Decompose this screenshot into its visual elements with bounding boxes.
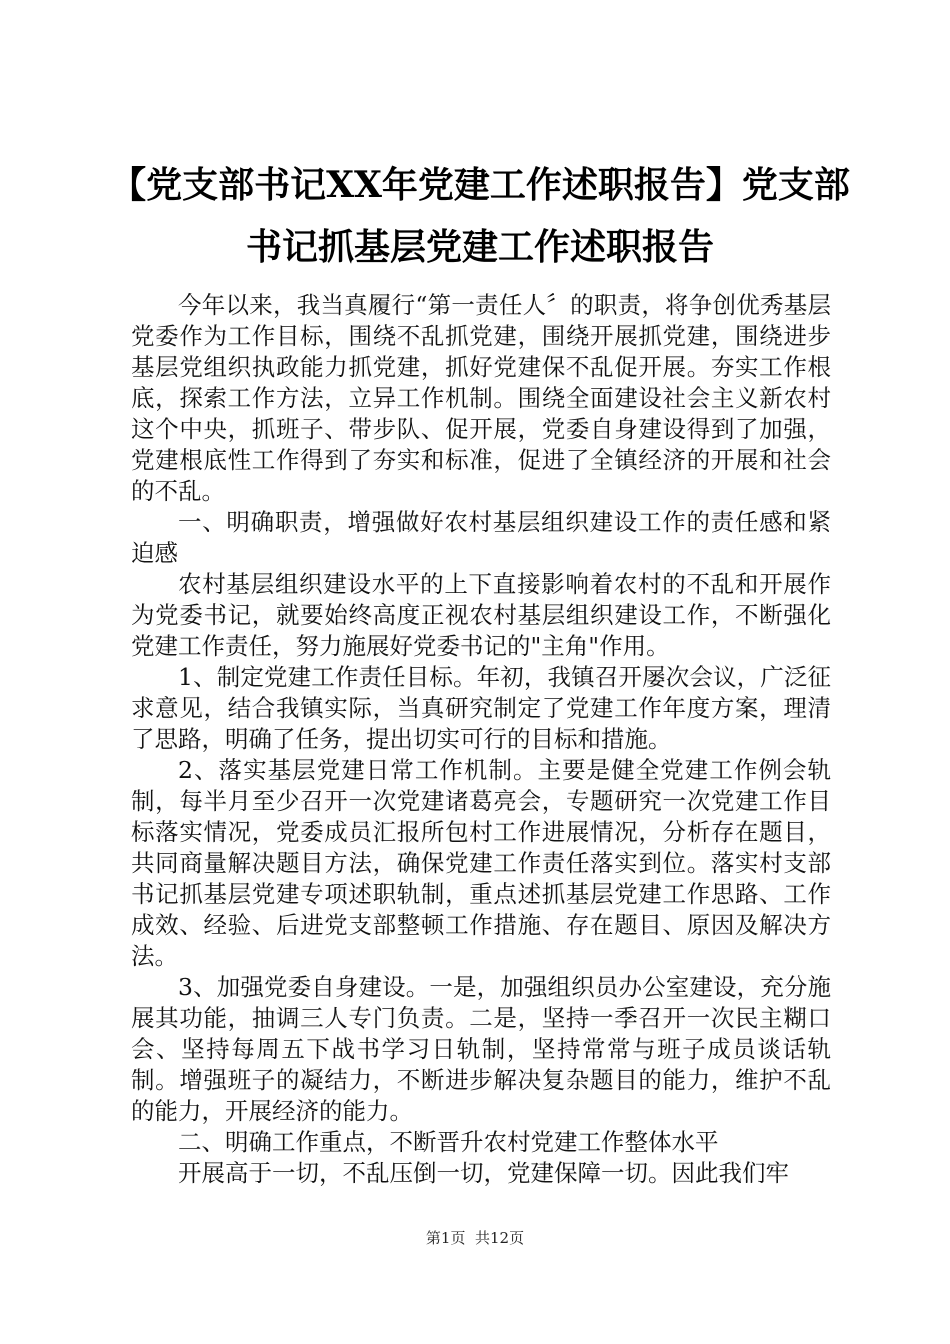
paragraph-item-1: 1、制定党建工作责任目标。年初，我镇召开屡次会议，广泛征求意见，结合我镇实际，当真研究制定了党建工作年度方案，理清了思路，明确了任务，提出切实可行的目标和措施。 [131, 663, 831, 753]
page-number: 第1页 [425, 1229, 466, 1247]
document-body [131, 290, 831, 1189]
page-total: 共12页 [475, 1229, 525, 1247]
paragraph-intro: 今年以来，我当真履行“第一责任人〞的职责，将争创优秀基层党委作为工作目标，围绕不乱抓党建，围绕开展抓党建，围绕进步基层党组织执政能力抓党建，抓好党建保不乱促开展。夯实工作根底，探索工作方法，立异工作机制。围绕全面建设社会主义新农村这个中央，抓班子、带步队、促开展，党委自身建设得到了加强，党建根底性工作得到了夯实和标准，促进了全镇经济的开展和社会的不乱。 [131, 291, 831, 505]
paragraph-item-3: 3、加强党委自身建设。一是，加强组织员办公室建设，充分施展其功能，抽调三人专门负责。二是，坚持一季召开一次民主糊口会、坚持每周五下战书学习日轨制，坚持常常与班子成员谈话轨制。增强班子的凝结力，不断进步解决复杂题目的能力，维护不乱的能力，开展经济的能力。 [131, 973, 831, 1125]
heading-section-2: 二、明确工作重点，不断晋升农村党建工作整体水平 [178, 1128, 719, 1156]
document-title: 【党支部书记XX年党建工作述职报告】党支部书记抓基层党建工作述职报告 [110, 164, 850, 268]
heading-section-1: 一、明确职责，增强做好农村基层组织建设工作的责任感和紧迫感 [131, 508, 831, 567]
page-footer [0, 1228, 950, 1248]
paragraph-item-2: 2、落实基层党建日常工作机制。主要是健全党建工作例会轨制，每半月至少召开一次党建诸葛亮会，专题研究一次党建工作目标落实情况，党委成员汇报所包村工作进展情况，分析存在题目，共同商量解决题目方法，确保党建工作责任落实到位。落实村支部书记抓基层党建专项述职轨制，重点述抓基层党建工作思路、工作成效、经验、后进党支部整顿工作措施、存在题目、原因及解决方法。 [131, 756, 831, 970]
paragraph-section-2: 开展高于一切，不乱压倒一切，党建保障一切。因此我们牢 [178, 1159, 789, 1187]
paragraph-section-1: 农村基层组织建设水平的上下直接影响着农村的不乱和开展作为党委书记，就要始终高度正视农村基层组织建设工作，不断强化党建工作责任，努力施展好党委书记的"主角"作用。 [131, 570, 831, 660]
